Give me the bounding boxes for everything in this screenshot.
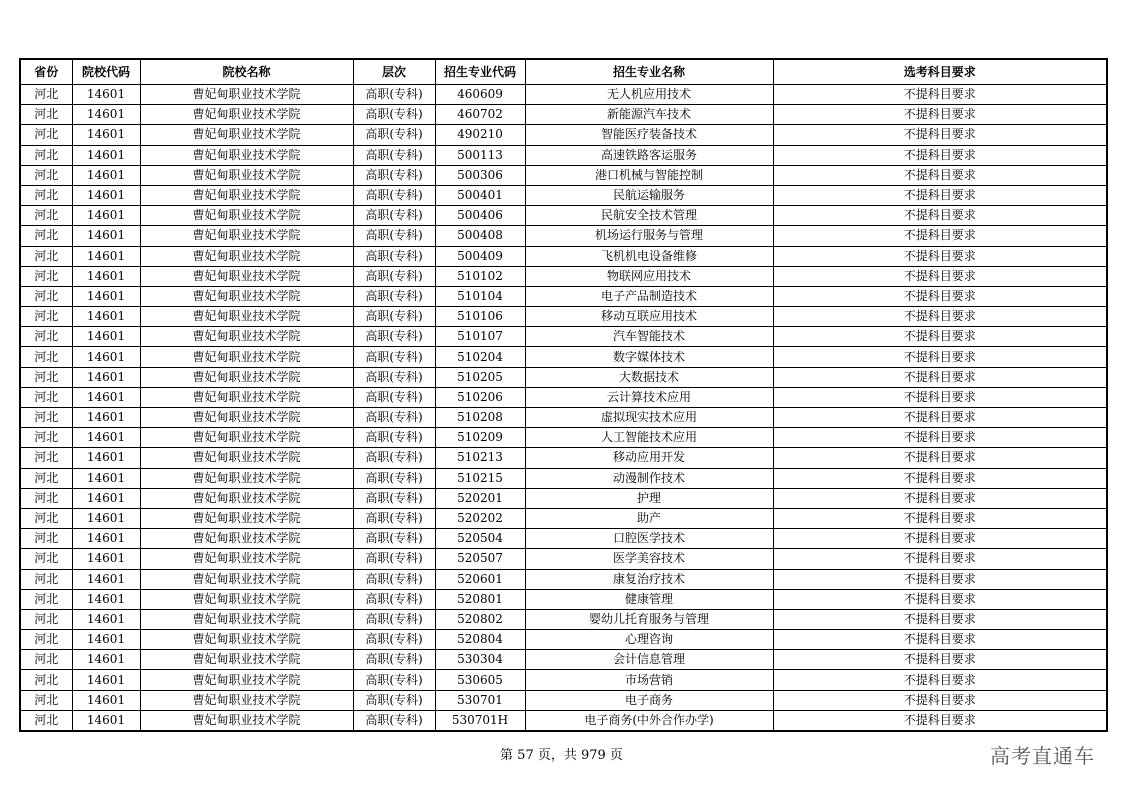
- cell-subject-requirement: 不提科目要求: [773, 226, 1107, 246]
- cell-school-code: 14601: [72, 589, 140, 609]
- cell-level: 高职(专科): [353, 347, 435, 367]
- cell-school-code: 14601: [72, 387, 140, 407]
- cell-major-code: 500408: [435, 226, 525, 246]
- cell-major-name: 护理: [525, 488, 773, 508]
- cell-level: 高职(专科): [353, 206, 435, 226]
- cell-level: 高职(专科): [353, 165, 435, 185]
- cell-subject-requirement: 不提科目要求: [773, 488, 1107, 508]
- cell-major-code: 520601: [435, 569, 525, 589]
- cell-major-code: 510102: [435, 266, 525, 286]
- cell-province: 河北: [20, 367, 72, 387]
- cell-subject-requirement: 不提科目要求: [773, 367, 1107, 387]
- table-row: [20, 609, 1107, 629]
- cell-school-name: 曹妃甸职业技术学院: [140, 145, 353, 165]
- cell-major-name: 民航安全技术管理: [525, 206, 773, 226]
- cell-province: 河北: [20, 145, 72, 165]
- cell-school-code: 14601: [72, 710, 140, 731]
- cell-major-code: 530605: [435, 670, 525, 690]
- table-row: [20, 529, 1107, 549]
- cell-major-code: 520802: [435, 609, 525, 629]
- cell-school-name: 曹妃甸职业技术学院: [140, 589, 353, 609]
- cell-province: 河北: [20, 549, 72, 569]
- table-row: [20, 408, 1107, 428]
- table-row: [20, 125, 1107, 145]
- cell-province: 河北: [20, 85, 72, 105]
- header-level: 层次: [353, 59, 435, 85]
- cell-major-code: 510205: [435, 367, 525, 387]
- cell-major-name: 新能源汽车技术: [525, 105, 773, 125]
- cell-province: 河北: [20, 408, 72, 428]
- cell-major-name: 民航运输服务: [525, 185, 773, 205]
- cell-school-name: 曹妃甸职业技术学院: [140, 630, 353, 650]
- table-header-row: [20, 59, 1107, 85]
- table-row: [20, 589, 1107, 609]
- cell-level: 高职(专科): [353, 408, 435, 428]
- table-row: [20, 327, 1107, 347]
- cell-school-name: 曹妃甸职业技术学院: [140, 670, 353, 690]
- cell-province: 河北: [20, 488, 72, 508]
- cell-school-name: 曹妃甸职业技术学院: [140, 105, 353, 125]
- cell-province: 河北: [20, 468, 72, 488]
- cell-province: 河北: [20, 165, 72, 185]
- cell-subject-requirement: 不提科目要求: [773, 630, 1107, 650]
- table-row: [20, 307, 1107, 327]
- cell-school-code: 14601: [72, 286, 140, 306]
- cell-province: 河北: [20, 105, 72, 125]
- table-row: [20, 549, 1107, 569]
- cell-school-name: 曹妃甸职业技术学院: [140, 226, 353, 246]
- watermark-text: 高考直通车: [990, 744, 1095, 768]
- cell-major-name: 康复治疗技术: [525, 569, 773, 589]
- cell-subject-requirement: 不提科目要求: [773, 448, 1107, 468]
- cell-subject-requirement: 不提科目要求: [773, 125, 1107, 145]
- cell-school-code: 14601: [72, 125, 140, 145]
- cell-level: 高职(专科): [353, 488, 435, 508]
- cell-major-code: 510104: [435, 286, 525, 306]
- table-row: [20, 670, 1107, 690]
- cell-level: 高职(专科): [353, 448, 435, 468]
- cell-major-name: 电子商务: [525, 690, 773, 710]
- cell-province: 河北: [20, 690, 72, 710]
- cell-subject-requirement: 不提科目要求: [773, 690, 1107, 710]
- table-row: [20, 266, 1107, 286]
- cell-province: 河北: [20, 508, 72, 528]
- cell-province: 河北: [20, 650, 72, 670]
- cell-school-name: 曹妃甸职业技术学院: [140, 206, 353, 226]
- cell-level: 高职(专科): [353, 286, 435, 306]
- cell-subject-requirement: 不提科目要求: [773, 105, 1107, 125]
- page-number: 第 57 页，共 979 页: [500, 748, 623, 763]
- cell-level: 高职(专科): [353, 428, 435, 448]
- cell-school-name: 曹妃甸职业技术学院: [140, 569, 353, 589]
- header-major-code: 招生专业代码: [435, 59, 525, 85]
- cell-level: 高职(专科): [353, 307, 435, 327]
- cell-major-code: 460609: [435, 85, 525, 105]
- cell-subject-requirement: 不提科目要求: [773, 85, 1107, 105]
- cell-province: 河北: [20, 630, 72, 650]
- table-row: [20, 246, 1107, 266]
- cell-province: 河北: [20, 246, 72, 266]
- cell-school-name: 曹妃甸职业技术学院: [140, 710, 353, 731]
- cell-subject-requirement: 不提科目要求: [773, 529, 1107, 549]
- cell-school-code: 14601: [72, 448, 140, 468]
- cell-level: 高职(专科): [353, 710, 435, 731]
- cell-major-name: 虚拟现实技术应用: [525, 408, 773, 428]
- cell-school-code: 14601: [72, 165, 140, 185]
- cell-level: 高职(专科): [353, 589, 435, 609]
- cell-major-code: 520801: [435, 589, 525, 609]
- cell-major-name: 婴幼儿托育服务与管理: [525, 609, 773, 629]
- cell-major-code: 530304: [435, 650, 525, 670]
- cell-subject-requirement: 不提科目要求: [773, 428, 1107, 448]
- table-row: [20, 428, 1107, 448]
- cell-school-code: 14601: [72, 246, 140, 266]
- cell-level: 高职(专科): [353, 387, 435, 407]
- cell-level: 高职(专科): [353, 529, 435, 549]
- cell-school-code: 14601: [72, 650, 140, 670]
- cell-level: 高职(专科): [353, 105, 435, 125]
- table-row: [20, 85, 1107, 105]
- cell-province: 河北: [20, 286, 72, 306]
- cell-school-code: 14601: [72, 428, 140, 448]
- cell-subject-requirement: 不提科目要求: [773, 387, 1107, 407]
- cell-major-name: 移动应用开发: [525, 448, 773, 468]
- cell-school-name: 曹妃甸职业技术学院: [140, 468, 353, 488]
- cell-major-code: 510204: [435, 347, 525, 367]
- cell-province: 河北: [20, 266, 72, 286]
- table-row: [20, 710, 1107, 731]
- cell-major-code: 500306: [435, 165, 525, 185]
- cell-major-code: 510209: [435, 428, 525, 448]
- cell-province: 河北: [20, 710, 72, 731]
- table-row: [20, 185, 1107, 205]
- cell-level: 高职(专科): [353, 226, 435, 246]
- cell-school-code: 14601: [72, 327, 140, 347]
- cell-province: 河北: [20, 226, 72, 246]
- cell-school-name: 曹妃甸职业技术学院: [140, 650, 353, 670]
- cell-school-code: 14601: [72, 549, 140, 569]
- cell-school-code: 14601: [72, 630, 140, 650]
- cell-major-code: 520507: [435, 549, 525, 569]
- cell-subject-requirement: 不提科目要求: [773, 508, 1107, 528]
- cell-level: 高职(专科): [353, 85, 435, 105]
- cell-major-code: 500409: [435, 246, 525, 266]
- cell-major-code: 510206: [435, 387, 525, 407]
- cell-school-name: 曹妃甸职业技术学院: [140, 286, 353, 306]
- cell-school-code: 14601: [72, 468, 140, 488]
- cell-school-name: 曹妃甸职业技术学院: [140, 347, 353, 367]
- cell-major-code: 530701: [435, 690, 525, 710]
- cell-subject-requirement: 不提科目要求: [773, 206, 1107, 226]
- cell-major-code: 510213: [435, 448, 525, 468]
- table-row: [20, 508, 1107, 528]
- table-row: [20, 690, 1107, 710]
- cell-level: 高职(专科): [353, 670, 435, 690]
- cell-major-code: 500113: [435, 145, 525, 165]
- cell-major-name: 会计信息管理: [525, 650, 773, 670]
- table-row: [20, 448, 1107, 468]
- header-province: 省份: [20, 59, 72, 85]
- cell-major-code: 520202: [435, 508, 525, 528]
- header-subject-requirement: 选考科目要求: [773, 59, 1107, 85]
- cell-subject-requirement: 不提科目要求: [773, 286, 1107, 306]
- cell-subject-requirement: 不提科目要求: [773, 609, 1107, 629]
- cell-school-code: 14601: [72, 609, 140, 629]
- table-row: [20, 387, 1107, 407]
- cell-subject-requirement: 不提科目要求: [773, 589, 1107, 609]
- cell-province: 河北: [20, 609, 72, 629]
- cell-subject-requirement: 不提科目要求: [773, 569, 1107, 589]
- table-row: [20, 347, 1107, 367]
- cell-major-code: 510208: [435, 408, 525, 428]
- cell-school-name: 曹妃甸职业技术学院: [140, 85, 353, 105]
- cell-school-code: 14601: [72, 690, 140, 710]
- cell-school-code: 14601: [72, 367, 140, 387]
- cell-major-name: 汽车智能技术: [525, 327, 773, 347]
- table-row: [20, 569, 1107, 589]
- table-row: [20, 367, 1107, 387]
- cell-level: 高职(专科): [353, 327, 435, 347]
- cell-major-name: 云计算技术应用: [525, 387, 773, 407]
- table-body: [20, 85, 1107, 732]
- cell-subject-requirement: 不提科目要求: [773, 549, 1107, 569]
- cell-school-name: 曹妃甸职业技术学院: [140, 307, 353, 327]
- cell-major-name: 电子产品制造技术: [525, 286, 773, 306]
- table-row: [20, 650, 1107, 670]
- cell-level: 高职(专科): [353, 650, 435, 670]
- cell-school-name: 曹妃甸职业技术学院: [140, 408, 353, 428]
- cell-school-name: 曹妃甸职业技术学院: [140, 246, 353, 266]
- cell-province: 河北: [20, 448, 72, 468]
- cell-major-code: 500401: [435, 185, 525, 205]
- admission-table-container: [19, 58, 1108, 732]
- cell-major-name: 心理咨询: [525, 630, 773, 650]
- cell-major-name: 物联网应用技术: [525, 266, 773, 286]
- cell-school-code: 14601: [72, 185, 140, 205]
- table-row: [20, 105, 1107, 125]
- cell-level: 高职(专科): [353, 549, 435, 569]
- cell-major-name: 高速铁路客运服务: [525, 145, 773, 165]
- cell-major-code: 510107: [435, 327, 525, 347]
- cell-subject-requirement: 不提科目要求: [773, 670, 1107, 690]
- cell-school-name: 曹妃甸职业技术学院: [140, 387, 353, 407]
- cell-level: 高职(专科): [353, 185, 435, 205]
- cell-major-code: 520804: [435, 630, 525, 650]
- cell-subject-requirement: 不提科目要求: [773, 468, 1107, 488]
- cell-province: 河北: [20, 327, 72, 347]
- cell-school-code: 14601: [72, 266, 140, 286]
- cell-major-code: 520504: [435, 529, 525, 549]
- cell-subject-requirement: 不提科目要求: [773, 710, 1107, 731]
- cell-major-name: 移动互联应用技术: [525, 307, 773, 327]
- cell-school-code: 14601: [72, 307, 140, 327]
- cell-level: 高职(专科): [353, 468, 435, 488]
- table-row: [20, 226, 1107, 246]
- cell-school-name: 曹妃甸职业技术学院: [140, 327, 353, 347]
- cell-province: 河北: [20, 569, 72, 589]
- cell-subject-requirement: 不提科目要求: [773, 266, 1107, 286]
- cell-subject-requirement: 不提科目要求: [773, 327, 1107, 347]
- admission-table: [19, 58, 1108, 732]
- cell-school-name: 曹妃甸职业技术学院: [140, 488, 353, 508]
- cell-major-code: 490210: [435, 125, 525, 145]
- cell-school-code: 14601: [72, 508, 140, 528]
- cell-school-code: 14601: [72, 85, 140, 105]
- cell-subject-requirement: 不提科目要求: [773, 307, 1107, 327]
- cell-major-name: 动漫制作技术: [525, 468, 773, 488]
- cell-school-name: 曹妃甸职业技术学院: [140, 508, 353, 528]
- cell-school-code: 14601: [72, 145, 140, 165]
- cell-school-code: 14601: [72, 206, 140, 226]
- cell-school-name: 曹妃甸职业技术学院: [140, 367, 353, 387]
- cell-school-code: 14601: [72, 569, 140, 589]
- cell-major-name: 健康管理: [525, 589, 773, 609]
- cell-province: 河北: [20, 185, 72, 205]
- cell-subject-requirement: 不提科目要求: [773, 165, 1107, 185]
- cell-major-code: 520201: [435, 488, 525, 508]
- cell-major-name: 数字媒体技术: [525, 347, 773, 367]
- header-school-code: 院校代码: [72, 59, 140, 85]
- cell-major-code: 510106: [435, 307, 525, 327]
- cell-major-name: 无人机应用技术: [525, 85, 773, 105]
- cell-major-name: 市场营销: [525, 670, 773, 690]
- cell-major-name: 智能医疗装备技术: [525, 125, 773, 145]
- cell-school-name: 曹妃甸职业技术学院: [140, 529, 353, 549]
- cell-major-code: 460702: [435, 105, 525, 125]
- cell-level: 高职(专科): [353, 508, 435, 528]
- cell-subject-requirement: 不提科目要求: [773, 246, 1107, 266]
- cell-school-code: 14601: [72, 347, 140, 367]
- cell-province: 河北: [20, 670, 72, 690]
- cell-major-name: 港口机械与智能控制: [525, 165, 773, 185]
- cell-school-code: 14601: [72, 105, 140, 125]
- cell-province: 河北: [20, 529, 72, 549]
- cell-school-name: 曹妃甸职业技术学院: [140, 165, 353, 185]
- cell-subject-requirement: 不提科目要求: [773, 650, 1107, 670]
- cell-school-code: 14601: [72, 408, 140, 428]
- table-row: [20, 206, 1107, 226]
- table-row: [20, 488, 1107, 508]
- cell-level: 高职(专科): [353, 690, 435, 710]
- cell-school-name: 曹妃甸职业技术学院: [140, 185, 353, 205]
- cell-major-code: 530701H: [435, 710, 525, 731]
- cell-level: 高职(专科): [353, 246, 435, 266]
- cell-province: 河北: [20, 307, 72, 327]
- cell-subject-requirement: 不提科目要求: [773, 408, 1107, 428]
- cell-school-code: 14601: [72, 670, 140, 690]
- cell-subject-requirement: 不提科目要求: [773, 145, 1107, 165]
- cell-subject-requirement: 不提科目要求: [773, 185, 1107, 205]
- cell-province: 河北: [20, 125, 72, 145]
- cell-major-name: 人工智能技术应用: [525, 428, 773, 448]
- cell-level: 高职(专科): [353, 609, 435, 629]
- cell-province: 河北: [20, 387, 72, 407]
- table-row: [20, 165, 1107, 185]
- cell-province: 河北: [20, 428, 72, 448]
- cell-level: 高职(专科): [353, 630, 435, 650]
- cell-school-name: 曹妃甸职业技术学院: [140, 609, 353, 629]
- cell-school-code: 14601: [72, 529, 140, 549]
- cell-school-code: 14601: [72, 488, 140, 508]
- cell-level: 高职(专科): [353, 266, 435, 286]
- header-major-name: 招生专业名称: [525, 59, 773, 85]
- cell-major-name: 大数据技术: [525, 367, 773, 387]
- header-school-name: 院校名称: [140, 59, 353, 85]
- cell-level: 高职(专科): [353, 569, 435, 589]
- table-row: [20, 286, 1107, 306]
- cell-school-code: 14601: [72, 226, 140, 246]
- table-row: [20, 468, 1107, 488]
- cell-major-code: 500406: [435, 206, 525, 226]
- cell-major-code: 510215: [435, 468, 525, 488]
- cell-school-name: 曹妃甸职业技术学院: [140, 125, 353, 145]
- cell-major-name: 电子商务(中外合作办学): [525, 710, 773, 731]
- cell-level: 高职(专科): [353, 125, 435, 145]
- cell-school-name: 曹妃甸职业技术学院: [140, 266, 353, 286]
- cell-school-name: 曹妃甸职业技术学院: [140, 448, 353, 468]
- cell-school-name: 曹妃甸职业技术学院: [140, 690, 353, 710]
- cell-major-name: 机场运行服务与管理: [525, 226, 773, 246]
- cell-level: 高职(专科): [353, 367, 435, 387]
- cell-major-name: 医学美容技术: [525, 549, 773, 569]
- cell-subject-requirement: 不提科目要求: [773, 347, 1107, 367]
- table-row: [20, 630, 1107, 650]
- cell-major-name: 飞机机电设备维修: [525, 246, 773, 266]
- cell-province: 河北: [20, 206, 72, 226]
- cell-school-name: 曹妃甸职业技术学院: [140, 428, 353, 448]
- cell-major-name: 助产: [525, 508, 773, 528]
- cell-province: 河北: [20, 347, 72, 367]
- cell-level: 高职(专科): [353, 145, 435, 165]
- table-row: [20, 145, 1107, 165]
- cell-major-name: 口腔医学技术: [525, 529, 773, 549]
- cell-province: 河北: [20, 589, 72, 609]
- cell-school-name: 曹妃甸职业技术学院: [140, 549, 353, 569]
